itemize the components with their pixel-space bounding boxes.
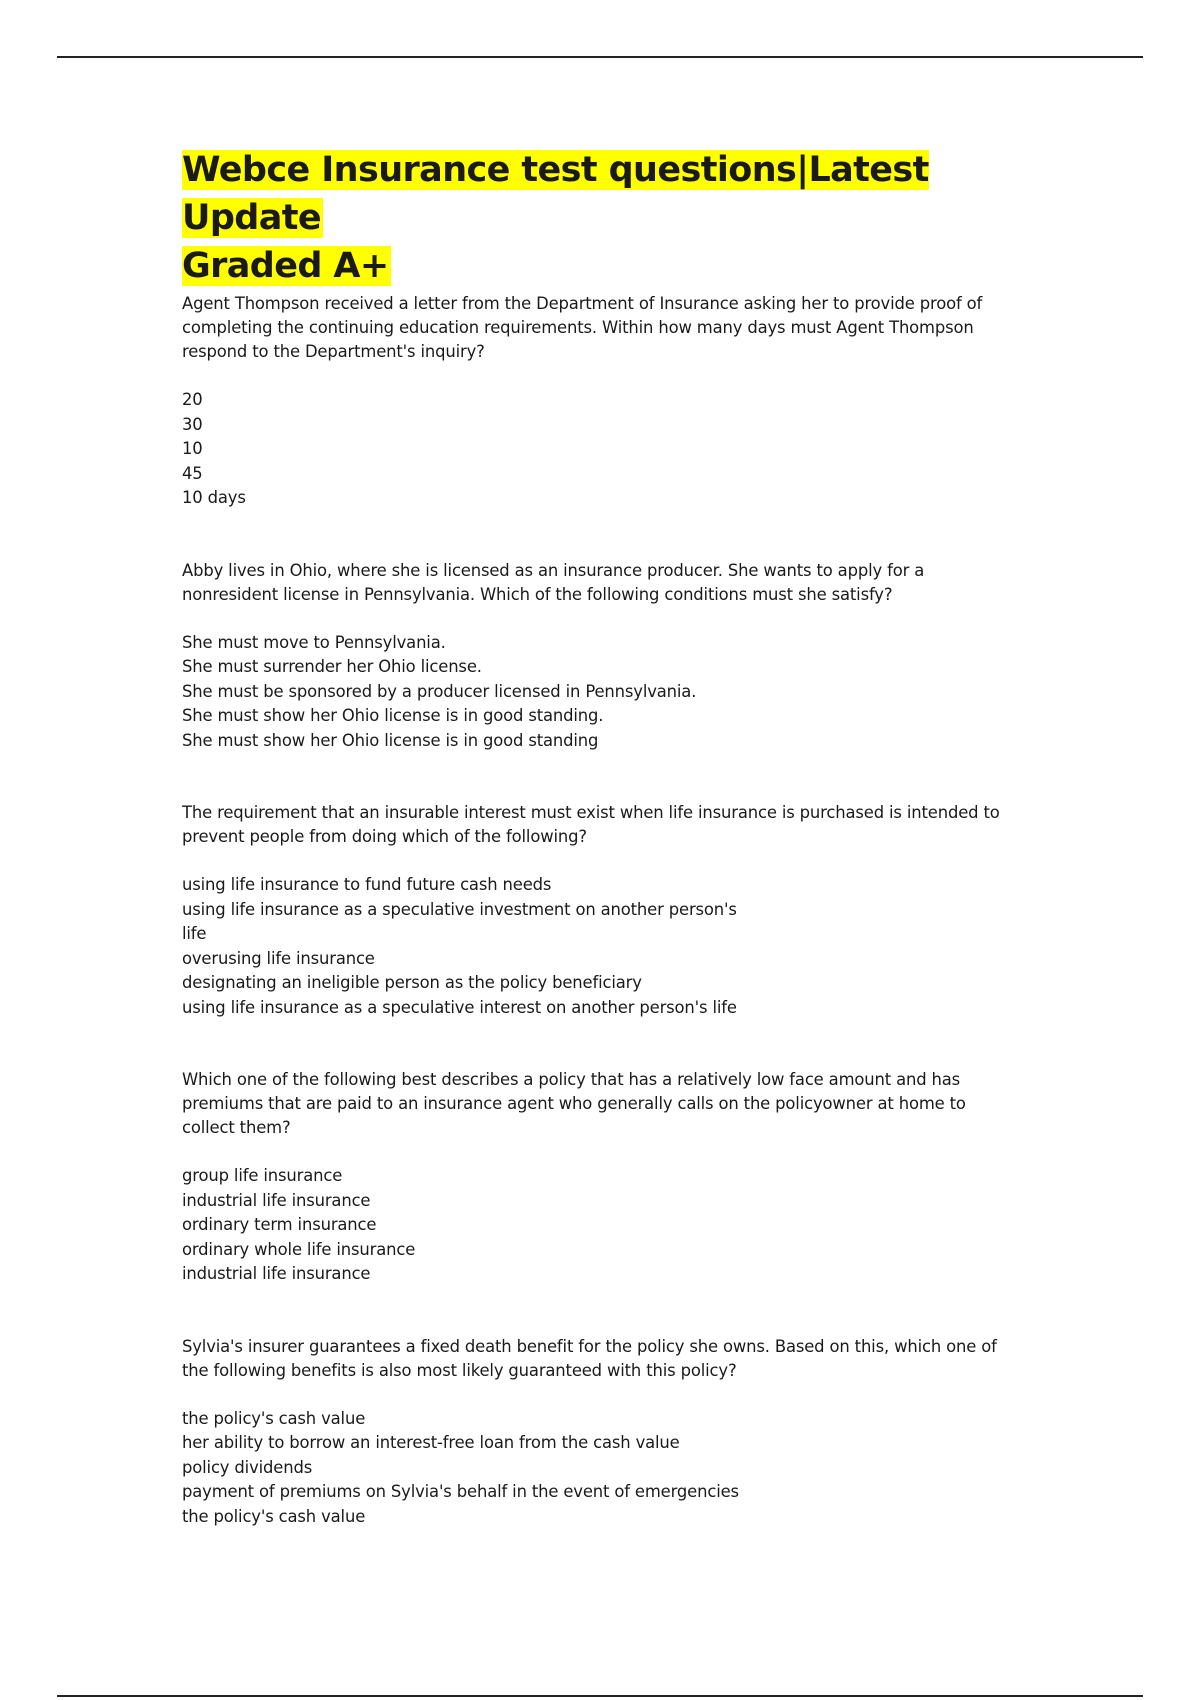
question-text: Abby lives in Ohio, where she is licensed as an insurance producer. She wants to apply for a nonresident license in Pennsylvania. Which of the following conditions must she satisfy?: [182, 560, 925, 604]
correct-answer: industrial life insurance: [182, 1264, 371, 1283]
answer-option: She must move to Pennsylvania.: [182, 632, 446, 652]
title-line-1: Webce Insurance test questions|Latest Update: [182, 150, 929, 238]
answer-option: payment of premiums on Sylvia's behalf in the event of emergencies: [182, 1482, 739, 1501]
answer-list: [182, 873, 1022, 1020]
answer-option: policy dividends: [182, 1457, 313, 1477]
answer-option: She must be sponsored by a producer licensed in Pennsylvania.: [182, 681, 697, 701]
question-text: The requirement that an insurable interest must exist when life insurance is purchased is intended to prevent people from doing which of the following?: [182, 803, 1000, 846]
answer-option: 45: [182, 463, 203, 483]
question-block-2: [182, 559, 1022, 754]
answer-option: designating an ineligible person as the policy beneficiary: [182, 973, 642, 992]
footer-rule: [57, 1695, 1143, 1697]
question-block-5: [182, 1335, 1022, 1530]
answer-option: She must show her Ohio license is in good standing.: [182, 706, 604, 725]
answer-option: overusing life insurance: [182, 948, 375, 968]
correct-answer: the policy's cash value: [182, 1506, 366, 1526]
answer-option: her ability to borrow an interest-free loan from the cash value: [182, 1433, 680, 1452]
answer-option: using life insurance as a speculative investment on another person's life: [182, 899, 737, 943]
answer-option: ordinary whole life insurance: [182, 1239, 416, 1259]
answer-list: [182, 631, 1022, 754]
answer-option: group life insurance: [182, 1166, 343, 1185]
answer-option: 20: [182, 390, 203, 409]
title-line-2: Graded A+: [182, 246, 389, 286]
question-block-1: [182, 292, 1022, 511]
question-text: Which one of the following best describes a policy that has a relatively low face amount and has premiums that are paid to an insurance agent who generally calls on the policyowner at home to collect them?: [182, 1070, 966, 1137]
answer-list: [182, 388, 1022, 511]
answer-option: using life insurance to fund future cash needs: [182, 875, 552, 894]
document-body: [182, 146, 1022, 1529]
correct-answer: using life insurance as a speculative interest on another person's life: [182, 997, 737, 1017]
question-text: Agent Thompson received a letter from the Department of Insurance asking her to provide proof of completing the continuing education requirements. Within how many days must Agent Thompson respond to the Department's inquiry?: [182, 294, 983, 361]
answer-option: the policy's cash value: [182, 1408, 366, 1428]
answer-option: 10: [182, 439, 203, 458]
correct-answer: She must show her Ohio license is in good standing: [182, 730, 599, 750]
document-title: [182, 146, 1022, 290]
question-block-3: [182, 801, 1022, 1020]
answer-option: industrial life insurance: [182, 1190, 371, 1210]
answer-list: [182, 1164, 1022, 1287]
answer-list: [182, 1407, 1022, 1530]
answer-option: 30: [182, 414, 203, 434]
question-block-4: [182, 1068, 1022, 1287]
correct-answer: 10 days: [182, 488, 246, 507]
question-text: Sylvia's insurer guarantees a fixed death benefit for the policy she owns. Based on this, which one of the following benefits is also most likely guaranteed with this policy?: [182, 1336, 997, 1380]
answer-option: ordinary term insurance: [182, 1215, 377, 1234]
header-rule: [57, 56, 1143, 58]
answer-option: She must surrender her Ohio license.: [182, 657, 482, 676]
